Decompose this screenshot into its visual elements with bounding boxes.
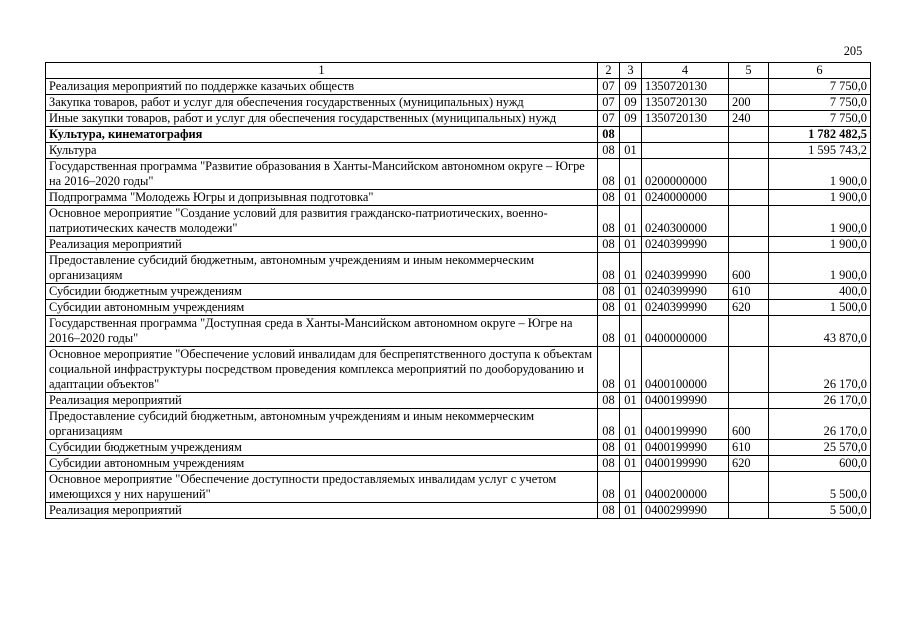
subsection-code-cell (620, 127, 642, 143)
row-name-cell: Основное мероприятие "Создание условий для развития гражданско-патриотических, военно-патриотических качеств молодежи" (46, 206, 598, 237)
expense-type-cell (729, 127, 769, 143)
expense-type-cell (729, 79, 769, 95)
amount-cell: 1 900,0 (769, 206, 871, 237)
subsection-code-cell: 01 (620, 253, 642, 284)
target-article-cell: 0400200000 (642, 472, 729, 503)
table-row (46, 316, 871, 347)
expense-type-cell (729, 237, 769, 253)
target-article-cell: 1350720130 (642, 111, 729, 127)
page-number: 205 (843, 44, 863, 58)
subsection-code-cell: 01 (620, 159, 642, 190)
column-header-3: 3 (620, 63, 642, 79)
target-article-cell: 0400199990 (642, 409, 729, 440)
column-header-5: 5 (729, 63, 769, 79)
row-name-cell: Закупка товаров, работ и услуг для обеспечения государственных (муниципальных) нужд (46, 95, 598, 111)
header-row (46, 63, 871, 79)
subsection-code-cell: 09 (620, 95, 642, 111)
amount-cell: 26 170,0 (769, 393, 871, 409)
row-name-cell: Культура (46, 143, 598, 159)
table-row (46, 237, 871, 253)
row-name-cell: Иные закупки товаров, работ и услуг для обеспечения государственных (муниципальных) нужд (46, 111, 598, 127)
column-header-6: 6 (769, 63, 871, 79)
section-code-cell: 08 (598, 190, 620, 206)
row-name-cell: Государственная программа "Развитие образования в Ханты-Мансийском автономном округе – Югре на 2016–2020 годы" (46, 159, 598, 190)
section-code-cell: 08 (598, 316, 620, 347)
row-name-cell: Реализация мероприятий (46, 393, 598, 409)
row-name-cell: Предоставление субсидий бюджетным, автономным учреждениям и иным некоммерческим организациям (46, 409, 598, 440)
row-name-cell: Предоставление субсидий бюджетным, автономным учреждениям и иным некоммерческим организациям (46, 253, 598, 284)
table-row (46, 127, 871, 143)
table-row (46, 79, 871, 95)
subsection-code-cell: 01 (620, 472, 642, 503)
target-article-cell: 0400299990 (642, 503, 729, 519)
amount-cell: 1 900,0 (769, 253, 871, 284)
table-row (46, 190, 871, 206)
amount-cell: 26 170,0 (769, 347, 871, 393)
section-code-cell: 08 (598, 206, 620, 237)
section-code-cell: 08 (598, 440, 620, 456)
table-row (46, 472, 871, 503)
table-row (46, 159, 871, 190)
table-row (46, 143, 871, 159)
subsection-code-cell: 01 (620, 237, 642, 253)
target-article-cell: 0240399990 (642, 253, 729, 284)
target-article-cell: 0240000000 (642, 190, 729, 206)
row-name-cell: Основное мероприятие "Обеспечение доступности предоставляемых инвалидам услуг с учетом имеющихся у них нарушений" (46, 472, 598, 503)
table-row (46, 206, 871, 237)
section-code-cell: 07 (598, 111, 620, 127)
target-article-cell: 0400199990 (642, 393, 729, 409)
amount-cell: 7 750,0 (769, 95, 871, 111)
row-name-cell: Субсидии бюджетным учреждениям (46, 440, 598, 456)
section-code-cell: 08 (598, 253, 620, 284)
expense-type-cell: 610 (729, 440, 769, 456)
amount-cell: 1 500,0 (769, 300, 871, 316)
amount-cell: 7 750,0 (769, 79, 871, 95)
amount-cell: 600,0 (769, 456, 871, 472)
row-name-cell: Субсидии бюджетным учреждениям (46, 284, 598, 300)
table-row (46, 111, 871, 127)
expense-type-cell: 600 (729, 253, 769, 284)
table-row (46, 440, 871, 456)
amount-cell: 5 500,0 (769, 503, 871, 519)
section-code-cell: 08 (598, 237, 620, 253)
section-code-cell: 08 (598, 393, 620, 409)
expense-type-cell (729, 143, 769, 159)
expense-type-cell (729, 206, 769, 237)
expense-type-cell (729, 472, 769, 503)
table-row (46, 347, 871, 393)
subsection-code-cell: 01 (620, 456, 642, 472)
section-code-cell: 08 (598, 409, 620, 440)
row-name-cell: Культура, кинематография (46, 127, 598, 143)
subsection-code-cell: 01 (620, 409, 642, 440)
target-article-cell: 0240399990 (642, 300, 729, 316)
subsection-code-cell: 01 (620, 503, 642, 519)
column-header-1: 1 (46, 63, 598, 79)
amount-cell: 25 570,0 (769, 440, 871, 456)
table-row (46, 95, 871, 111)
target-article-cell: 0240300000 (642, 206, 729, 237)
section-code-cell: 08 (598, 300, 620, 316)
expense-type-cell (729, 393, 769, 409)
expense-type-cell: 610 (729, 284, 769, 300)
expense-type-cell (729, 316, 769, 347)
section-code-cell: 08 (598, 456, 620, 472)
table-row (46, 284, 871, 300)
target-article-cell (642, 143, 729, 159)
row-name-cell: Реализация мероприятий по поддержке казачьих обществ (46, 79, 598, 95)
section-code-cell: 08 (598, 159, 620, 190)
amount-cell: 1 900,0 (769, 190, 871, 206)
target-article-cell: 0240399990 (642, 237, 729, 253)
column-header-4: 4 (642, 63, 729, 79)
table-row (46, 456, 871, 472)
target-article-cell: 1350720130 (642, 79, 729, 95)
table-row (46, 393, 871, 409)
table-row (46, 300, 871, 316)
row-name-cell: Субсидии автономным учреждениям (46, 456, 598, 472)
amount-cell: 1 900,0 (769, 159, 871, 190)
subsection-code-cell: 01 (620, 440, 642, 456)
target-article-cell: 0400199990 (642, 456, 729, 472)
section-code-cell: 08 (598, 127, 620, 143)
row-name-cell: Реализация мероприятий (46, 503, 598, 519)
amount-cell: 26 170,0 (769, 409, 871, 440)
section-code-cell: 08 (598, 472, 620, 503)
subsection-code-cell: 01 (620, 143, 642, 159)
table-body (46, 79, 871, 519)
section-code-cell: 07 (598, 95, 620, 111)
expense-type-cell: 600 (729, 409, 769, 440)
amount-cell: 1 900,0 (769, 237, 871, 253)
subsection-code-cell: 01 (620, 190, 642, 206)
row-name-cell: Субсидии автономным учреждениям (46, 300, 598, 316)
section-code-cell: 07 (598, 79, 620, 95)
row-name-cell: Реализация мероприятий (46, 237, 598, 253)
expense-type-cell: 620 (729, 300, 769, 316)
expense-type-cell (729, 347, 769, 393)
section-code-cell: 08 (598, 503, 620, 519)
target-article-cell: 0200000000 (642, 159, 729, 190)
subsection-code-cell: 01 (620, 300, 642, 316)
target-article-cell: 1350720130 (642, 95, 729, 111)
amount-cell: 43 870,0 (769, 316, 871, 347)
column-header-2: 2 (598, 63, 620, 79)
amount-cell: 7 750,0 (769, 111, 871, 127)
expense-type-cell (729, 190, 769, 206)
expense-type-cell: 620 (729, 456, 769, 472)
expense-type-cell (729, 159, 769, 190)
table-row (46, 253, 871, 284)
amount-cell: 1 595 743,2 (769, 143, 871, 159)
row-name-cell: Подпрограмма "Молодежь Югры и допризывная подготовка" (46, 190, 598, 206)
target-article-cell: 0400100000 (642, 347, 729, 393)
row-name-cell: Основное мероприятие "Обеспечение условий инвалидам для беспрепятственного доступа к объектам социальной инфраструктуры посредством проведения комплекса мероприятий по дооборудованию и адаптации объектов" (46, 347, 598, 393)
section-code-cell: 08 (598, 284, 620, 300)
target-article-cell: 0400000000 (642, 316, 729, 347)
target-article-cell (642, 127, 729, 143)
subsection-code-cell: 01 (620, 206, 642, 237)
row-name-cell: Государственная программа "Доступная среда в Ханты-Мансийском автономном округе – Югре на 2016–2020 годы" (46, 316, 598, 347)
table-row (46, 409, 871, 440)
subsection-code-cell: 01 (620, 393, 642, 409)
expense-type-cell: 200 (729, 95, 769, 111)
subsection-code-cell: 01 (620, 316, 642, 347)
subsection-code-cell: 09 (620, 79, 642, 95)
subsection-code-cell: 01 (620, 284, 642, 300)
target-article-cell: 0240399990 (642, 284, 729, 300)
amount-cell: 5 500,0 (769, 472, 871, 503)
amount-cell: 400,0 (769, 284, 871, 300)
section-code-cell: 08 (598, 347, 620, 393)
target-article-cell: 0400199990 (642, 440, 729, 456)
subsection-code-cell: 09 (620, 111, 642, 127)
section-code-cell: 08 (598, 143, 620, 159)
subsection-code-cell: 01 (620, 347, 642, 393)
expense-type-cell (729, 503, 769, 519)
budget-table (45, 62, 871, 519)
table-row (46, 503, 871, 519)
expense-type-cell: 240 (729, 111, 769, 127)
amount-cell: 1 782 482,5 (769, 127, 871, 143)
